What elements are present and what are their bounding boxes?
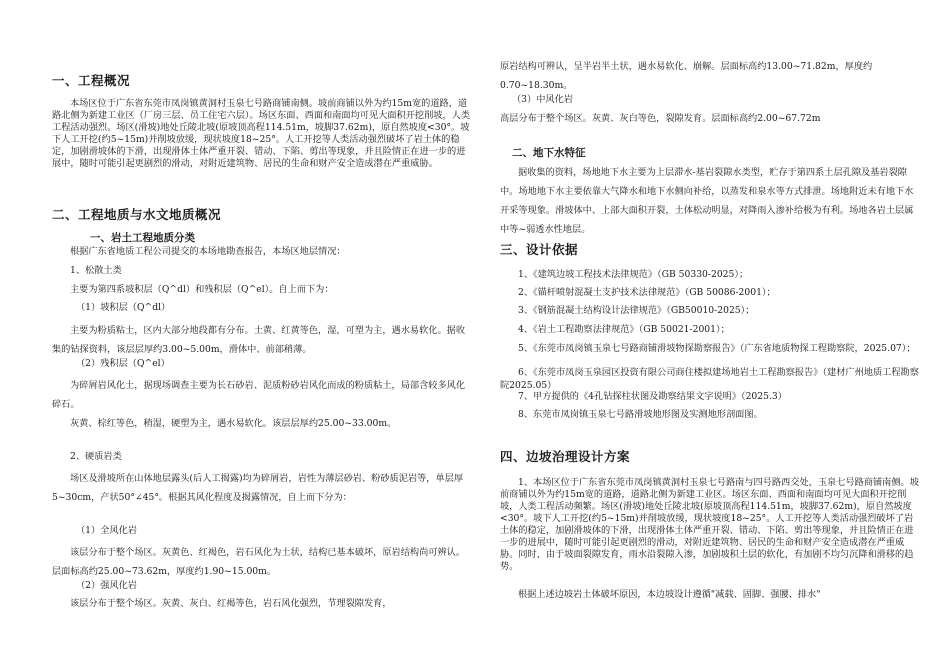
subsection-title-classification: 一、岩土工程地质分类 bbox=[90, 232, 195, 244]
slope-deposit-heading: （1）坡积层（Q^dl） bbox=[76, 302, 171, 313]
section-title-treatment-plan: 四、边坡治理设计方案 bbox=[500, 449, 631, 464]
treatment-paragraph-2: 根据上述边坡岩土体破坏原因，本边坡设计遵循"减载、固脚、强腰、排水" bbox=[518, 589, 821, 600]
slope-deposit-desc: 主要为粉质粘土，区内大部分地段都有分布。土黄、红黄等色，湿，可塑为主，遇水易软化。据收集的钻探资料，该层层厚约3.00~5.00m，滑体中、前部稍薄。 bbox=[52, 325, 466, 355]
geology-intro: 根据广东省地质工程公司提交的本场地勘查报告，本场区地层情况： bbox=[70, 246, 346, 257]
residual-layer-desc-2: 灰黄、棕红等色，稍湿，硬塑为主，遇水易软化。该层层厚约25.00~33.00m。 bbox=[70, 418, 397, 429]
fully-weathered-desc: 该层分布于整个场区。灰黄色、红褐色，岩石风化为土状，结构已基本破坏，原岩结构尚可辨认。层面标高约25.00~73.62m，厚度约1.90~15.00m。 bbox=[52, 547, 466, 577]
reference-item-4: 4、《岩土工程勘察法律规范》（GB 50021-2001）； bbox=[518, 324, 730, 335]
strongly-weathered-desc: 该层分布于整个场区。灰黄、灰白、红褐等色，岩石风化强烈，节理裂隙发育， bbox=[70, 598, 392, 609]
reference-item-7: 7、甲方提供的《4孔钻探柱状图及勘察结果文字说明》（2025.3） bbox=[518, 391, 787, 402]
overview-paragraph: 本场区位于广东省东莞市凤岗镇黄洞村玉泉七号路商铺南侧。坡前商铺以外为约15m宽的道路，道路北侧为新建工业区（厂房三层、员工住宅六层）。场区东面、西面和南面均可见大面积开挖削坡，人类工程活动强烈。场区(滑坡)地处丘陵北坡(原坡顶高程114.51m，坡脚37.62m)，原自然坡度<30°。坡下人工开挖(约5~15m)并削坡放缓，现状坡度18~25°。人工开挖等人类活动强烈破坏了岩土体的稳定，加剧滑坡体的下滑，出现滑体土体严重开裂、错动、下陷、剪出等现象，并且险情正在进一步的进展中，随时可能引起更剧烈的滑动，对附近建筑物、居民的生命和财产安全造成潜在严重威胁。 bbox=[52, 98, 471, 169]
treatment-paragraph-1: 1、本场区位于广东省东莞市凤岗镇黄洞村玉泉七号路南与四号路西交处，玉泉七号路商铺南侧。坡前商铺以外为约15m宽的道路，道路北侧为新建工业区。场区东面、西面和南面均可见大面积开挖削坡，人类工程活动频繁。场区(滑坡)地处丘陵北坡(原坡顶高程114.51m，坡脚37.62m)，原自然坡度<30°。坡下人工开挖(约5~15m)并削坡放缓，现状坡度18~25°。人工开挖等人类活动强烈破坏了岩土体的稳定，加剧滑坡体的下滑，出现滑体土体严重开裂、错动、下陷、剪出等现象，并且险情正在进一步的进展中，随时可能引起更剧烈的滑动，对附近建筑物、居民的生命和财产安全造成潜在严重威胁。同时，由于坡面裂隙发育，雨水沿裂隙入渗，加剧坡积土层的软化，有加剧不均匀沉降和滑移的趋势。 bbox=[500, 477, 919, 572]
section-title-geology: 二、工程地质与水文地质概况 bbox=[52, 207, 222, 222]
section-title-design-basis: 三、设计依据 bbox=[500, 242, 579, 257]
residual-layer-heading: （2）残积层（Q^el） bbox=[76, 358, 170, 369]
reference-item-8: 8、东莞市凤岗镇玉泉七号路滑坡地形图及实测地形剖面图。 bbox=[518, 409, 763, 420]
loose-soil-desc: 主要为第四系坡积层（Q^dl）和残积层（Q^el）。自上而下为： bbox=[70, 284, 334, 295]
subsection-title-groundwater: 二、地下水特征 bbox=[512, 147, 586, 159]
strongly-weathered-heading: （2）强风化岩 bbox=[76, 580, 137, 591]
residual-layer-desc-1: 为碎屑岩风化土，据现场调查主要为长石砂岩、泥质粉砂岩风化而成的粉质粘土，局部含较多风化碎石。 bbox=[52, 380, 466, 410]
reference-item-6: 6、《东莞市凤岗玉泉园区投资有限公司商住楼拟建场地岩土工程勘察报告》（建材广州地质工程勘察院2025.05） bbox=[500, 367, 919, 391]
moderately-weathered-desc: 高层分布于整个场区。灰黄、灰白等色，裂隙发育。层面标高约2.00~67.72m bbox=[500, 113, 821, 124]
strongly-weathered-desc-cont: 原岩结构可辨认，呈半岩半土状，遇水易软化、崩解。层面标高约13.00~71.82m，厚度约0.70~18.30m。 bbox=[500, 61, 873, 91]
reference-item-3: 3、《钢筋混凝土结构设计法律规范》（GB50010-2025）； bbox=[518, 305, 755, 316]
moderately-weathered-heading: （3）中风化岩 bbox=[512, 94, 573, 105]
reference-item-5: 5、《东莞市凤岗镇玉泉七号路商铺滑坡物探勘察报告》（广东省地质物探工程勘察院，2025.07）； bbox=[518, 343, 916, 354]
reference-item-1: 1、《建筑边坡工程技术法律规范》（GB 50330-2025）； bbox=[518, 269, 749, 280]
reference-item-2: 2、《锚杆喷射混凝土支护技术法律规范》（GB 50086-2001）； bbox=[518, 287, 776, 298]
loose-soil-heading: 1、松散土类 bbox=[70, 265, 122, 276]
groundwater-paragraph: 据收集的资料，场地地下水主要为上层滞水-基岩裂隙水类型，贮存于第四系土层孔隙及基岩裂隙中。场地地下水主要依靠大气降水和地下水侧向补给，以蒸发和泉水等方式排泄。场地附近未有地下水开采等现象。滑坡体中、上部大面积开裂，土体松动明显，对降雨入渗补给极为有利。场地各岩土层属中等~弱透水性地层。 bbox=[500, 167, 914, 235]
hard-rock-heading: 2、硬质岩类 bbox=[70, 451, 122, 462]
section-title-overview: 一、工程概况 bbox=[52, 73, 131, 88]
hard-rock-desc: 场区及滑坡所在山体地层露头(后人工揭露)均为碎屑岩，岩性为薄层砂岩、粉砂质泥岩等，单层厚5~30cm，产状50°∠45°。根据其风化程度及揭露情况，自上而下分为： bbox=[52, 473, 464, 503]
fully-weathered-heading: （1）全风化岩 bbox=[76, 525, 137, 536]
